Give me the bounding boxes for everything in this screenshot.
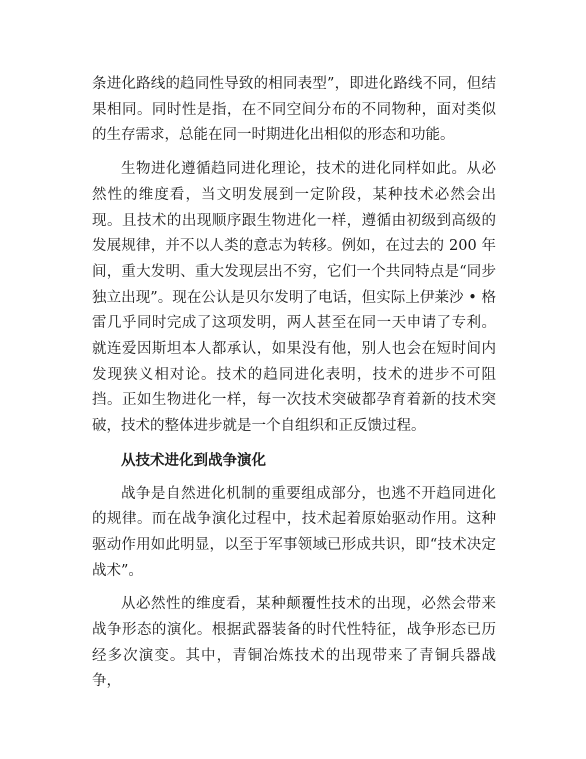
article-body xyxy=(92,72,496,703)
paragraph-continued: 条进化路线的趋同性导致的相同表型”，即进化路线不同，但结果相同。同时性是指，在不同空间分布的不同物种，面对类似的生存需求，总能在同一时期进化出相似的形态和功能。 xyxy=(92,76,496,144)
paragraph-war-evolution: 战争是自然进化机制的重要组成部分，也逃不开趋同进化的规律。而在战争演化过程中，技术起着原始驱动作用。这种驱动作用如此明显，以至于军事领域已形成共识，即“技术决定战术”。 xyxy=(92,485,496,579)
section-heading: 从技术进化到战争演化 xyxy=(121,451,266,469)
paragraph-technology-convergence: 生物进化遵循趋同进化理论，技术的进化同样如此。从必然性的维度看，当文明发展到一定阶段，某种技术必然会出现。且技术的出现顺序跟生物进化一样，遵循由初级到高级的发展规律，并不以人类的意志为转移。例如，在过去的 200 年间，重大发明、重大发现层出不穷，它们一个共同特点是“同步独立出现”。现在公认是贝尔发明了电话，但实际上伊莱沙 • 格雷几乎同时完成了这项发明，两人甚至在同一天申请了专利。就连爱因斯坦本人都承认，如果没有他，别人也会在短时间内发现狭义相对论。技术的趋同进化表明，技术的进步不可阻挡。正如生物进化一样，每一次技术突破都孕育着新的技术突破，技术的整体进步就是一个自组织和正反馈过程。 xyxy=(92,161,496,435)
paragraph-disruptive-technology: 从必然性的维度看，某种颠覆性技术的出现，必然会带来战争形态的演化。根据武器装备的时代性特征，战争形态已历经多次演变。其中，青铜冶炼技术的出现带来了青铜兵器战争， xyxy=(92,596,496,690)
